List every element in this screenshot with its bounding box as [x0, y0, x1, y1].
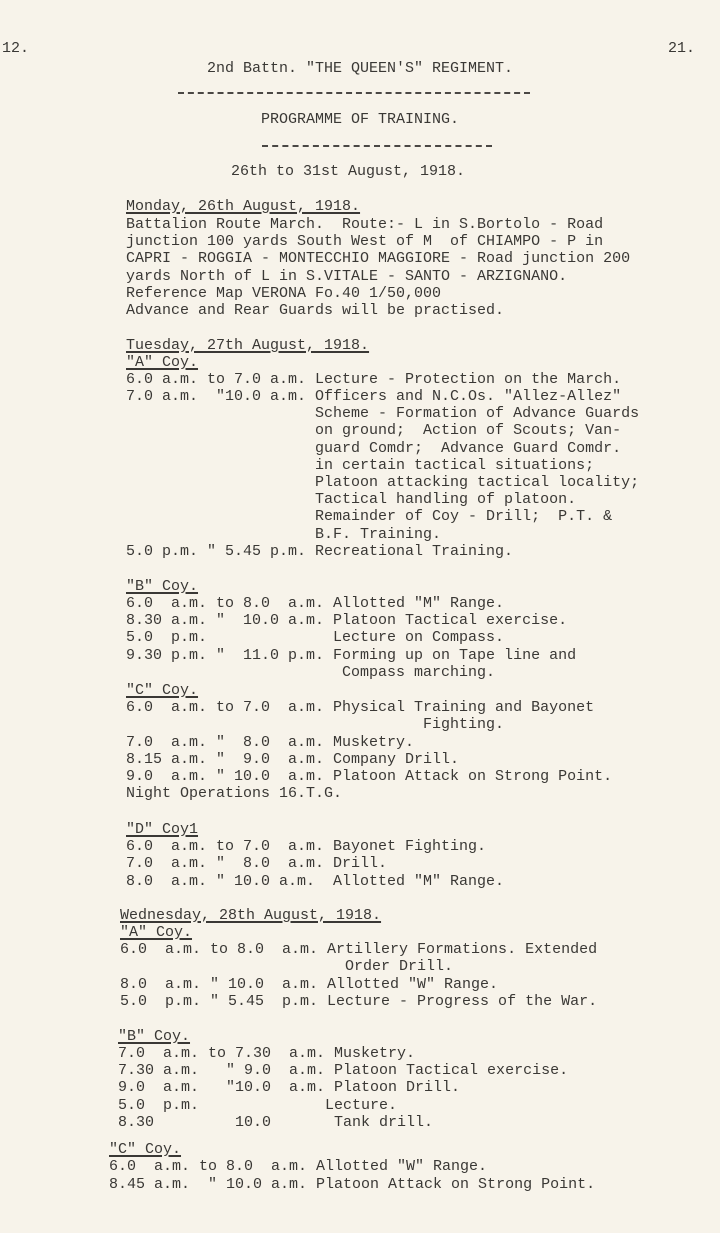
text-line: CAPRI - ROGGIA - MONTECCHIO MAGGIORE - Road junction 200 — [126, 250, 631, 267]
schedule-line: 9.0 a.m. " 10.0 a.m. Platoon Attack on Strong Point. — [126, 768, 613, 785]
schedule-line: 8.15 a.m. " 9.0 a.m. Company Drill. — [126, 751, 460, 768]
schedule-line: 5.0 p.m. " 5.45 p.m. Recreational Training. — [126, 543, 514, 560]
document-title: PROGRAMME OF TRAINING. — [260, 111, 460, 128]
text-line: yards North of L in S.VITALE - SANTO - ARZIGNANO. — [126, 268, 568, 285]
schedule-line: 6.0 a.m. to 8.0 a.m. Allotted "M" Range. — [126, 595, 505, 612]
day-heading-tuesday: Tuesday, 27th August, 1918. — [126, 337, 370, 354]
divider — [178, 92, 530, 94]
day-heading-monday: Monday, 26th August, 1918. — [126, 198, 361, 215]
schedule-line: 7.0 a.m. "10.0 a.m. Officers and N.C.Os. "Allez-Allez" — [126, 388, 622, 405]
text-line: Advance and Rear Guards will be practised. — [126, 302, 505, 319]
schedule-line: 8.45 a.m. " 10.0 a.m. Platoon Attack on Strong Point. — [109, 1176, 596, 1193]
schedule-line: 9.0 a.m. "10.0 a.m. Platoon Drill. — [118, 1079, 461, 1096]
company-heading-c: "C" Coy. — [109, 1141, 182, 1158]
day-heading-wednesday: Wednesday, 28th August, 1918. — [120, 907, 382, 924]
schedule-line: 8.30 10.0 Tank drill. — [118, 1114, 434, 1131]
schedule-line: 7.0 a.m. to 7.30 a.m. Musketry. — [118, 1045, 416, 1062]
schedule-line: Order Drill. — [120, 958, 454, 975]
schedule-line: 8.0 a.m. " 10.0 a.m. Allotted "M" Range. — [126, 873, 505, 890]
schedule-line: Night Operations 16.T.G. — [126, 785, 343, 802]
schedule-line: Compass marching. — [126, 664, 496, 681]
schedule-line: Scheme - Formation of Advance Guards — [126, 405, 640, 422]
schedule-line: 5.0 p.m. Lecture on Compass. — [126, 629, 505, 646]
schedule-line: 6.0 a.m. to 8.0 a.m. Allotted "W" Range. — [109, 1158, 488, 1175]
company-heading-a: "A" Coy. — [126, 354, 199, 371]
text-line: Battalion Route March. Route:- L in S.Bortolo - Road — [126, 216, 604, 233]
company-heading-d: "D" Coy1 — [126, 821, 199, 838]
schedule-line: 7.0 a.m. " 8.0 a.m. Drill. — [126, 855, 388, 872]
schedule-line: 6.0 a.m. to 7.0 a.m. Bayonet Fighting. — [126, 838, 487, 855]
schedule-line: 7.30 a.m. " 9.0 a.m. Platoon Tactical exercise. — [118, 1062, 569, 1079]
schedule-line: on ground; Action of Scouts; Van- — [126, 422, 622, 439]
schedule-line: 6.0 a.m. to 7.0 a.m. Lecture - Protection on the March. — [126, 371, 622, 388]
schedule-line: 9.30 p.m. " 11.0 p.m. Forming up on Tape line and — [126, 647, 577, 664]
schedule-line: 6.0 a.m. to 8.0 a.m. Artillery Formations. Extended — [120, 941, 598, 958]
schedule-line: Remainder of Coy - Drill; P.T. & — [126, 508, 613, 525]
company-heading-b: "B" Coy. — [126, 578, 199, 595]
page-number-left: 12. — [2, 40, 30, 57]
schedule-line: Fighting. — [126, 716, 505, 733]
company-heading-c: "C" Coy. — [126, 682, 199, 699]
schedule-line: Platoon attacking tactical locality; — [126, 474, 640, 491]
schedule-line: guard Comdr; Advance Guard Comdr. — [126, 440, 622, 457]
schedule-line: 6.0 a.m. to 7.0 a.m. Physical Training and Bayonet — [126, 699, 595, 716]
schedule-line: 8.0 a.m. " 10.0 a.m. Allotted "W" Range. — [120, 976, 499, 993]
text-line: junction 100 yards South West of M of CHIAMPO - P in — [126, 233, 604, 250]
schedule-line: B.F. Training. — [126, 526, 442, 543]
schedule-line: 8.30 a.m. " 10.0 a.m. Platoon Tactical exercise. — [126, 612, 568, 629]
text-line: Reference Map VERONA Fo.40 1/50,000 — [126, 285, 442, 302]
page-number-right: 21. — [668, 40, 696, 57]
date-range: 26th to 31st August, 1918. — [230, 163, 466, 180]
unit-heading: 2nd Battn. "THE QUEEN'S" REGIMENT. — [206, 60, 514, 77]
company-heading-b: "B" Coy. — [118, 1028, 191, 1045]
schedule-line: Tactical handling of platoon. — [126, 491, 577, 508]
company-heading-a: "A" Coy. — [120, 924, 193, 941]
schedule-line: 5.0 p.m. Lecture. — [118, 1097, 398, 1114]
schedule-line: 7.0 a.m. " 8.0 a.m. Musketry. — [126, 734, 415, 751]
schedule-line: 5.0 p.m. " 5.45 p.m. Lecture - Progress of the War. — [120, 993, 598, 1010]
divider — [262, 145, 492, 147]
schedule-line: in certain tactical situations; — [126, 457, 595, 474]
